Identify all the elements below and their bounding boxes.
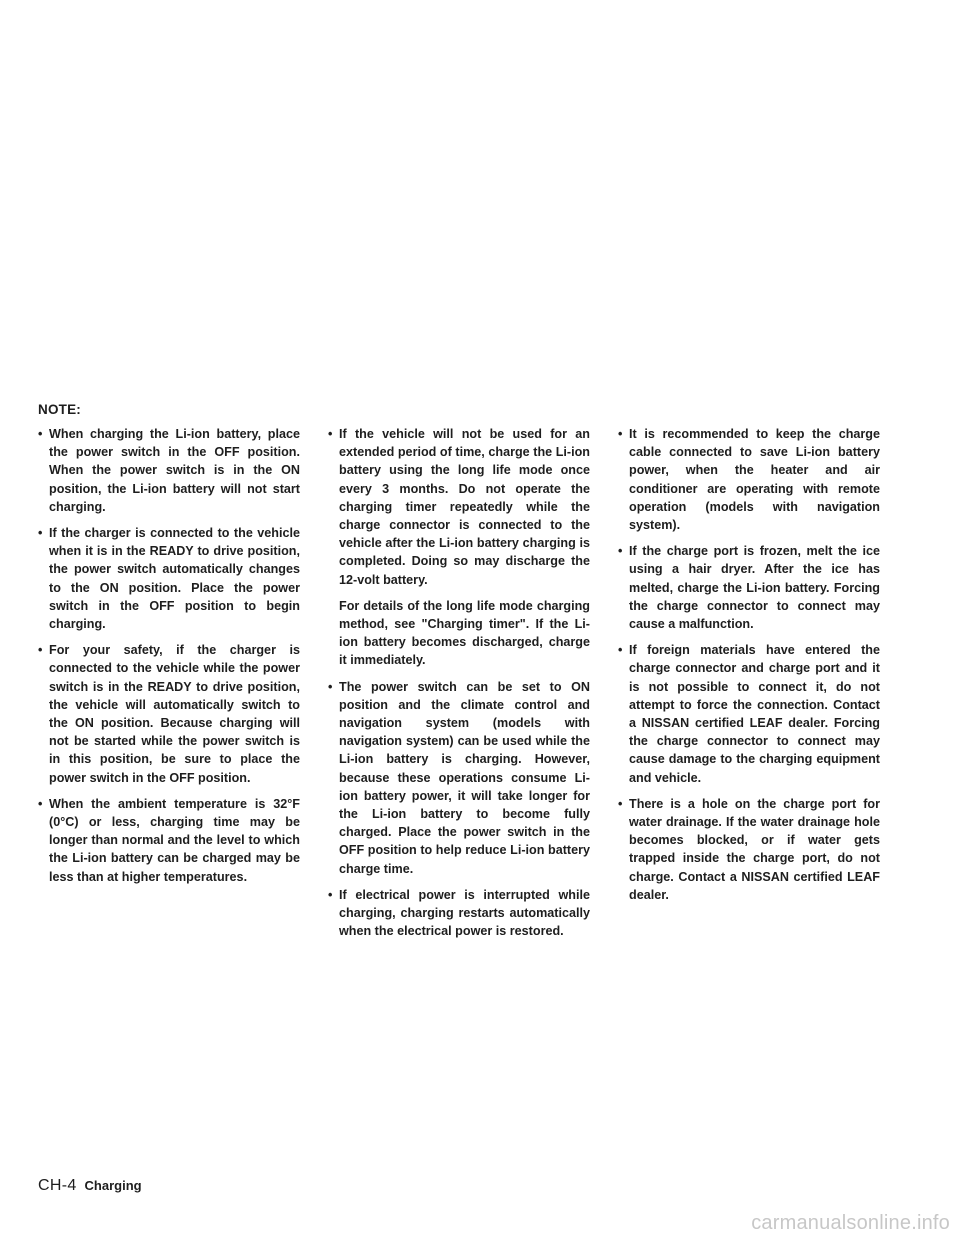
- list-item-text: If the vehicle will not be used for an extended period of time, charge the Li-ion battery using the long life mode once every 3 months. Do not operate the charging timer repeatedly while the charge connector is connected to the vehicle after the Li-ion battery charging is completed. Doing so may discharge the 12-volt battery.: [339, 427, 590, 587]
- list-item-subparagraph: For details of the long life mode charging method, see "Charging timer". If the Li-ion battery becomes discharged, charge it immediately.: [339, 598, 590, 668]
- bullet: •: [38, 643, 43, 658]
- bullet: •: [38, 796, 43, 811]
- page-number: CH-4: [38, 1177, 77, 1194]
- bullet: •: [618, 796, 623, 811]
- list-item-text: For your safety, if the charger is connected to the vehicle while the power switch is in the READY to drive position, the vehicle will automatically switch to the ON position. Because charging will not be started while the power switch is in this position, be sure to place the power switch in the OFF position.: [49, 643, 300, 785]
- list-item: [618, 641, 880, 787]
- list-item-text: There is a hole on the charge port for water drainage. If the water drainage hole becomes blocked, or if water gets trapped inside the charge port, do not charge. Contact a NISSAN certified LEAF dealer.: [629, 796, 880, 902]
- list-item-text: If electrical power is interrupted while charging, charging restarts automatically when the electrical power is restored.: [339, 887, 590, 939]
- list-item: [618, 542, 880, 633]
- bullet: •: [328, 427, 333, 441]
- list-item: [38, 425, 300, 516]
- list-item-text: If the charge port is frozen, melt the ice using a hair dryer. After the ice has melted, charge the Li-ion battery. Forcing the charge connector to connect may cause a malfunction.: [629, 544, 880, 632]
- list-item: [38, 524, 300, 633]
- note-heading: NOTE:: [38, 402, 81, 417]
- bullet: •: [38, 526, 43, 541]
- list-item-text: When charging the Li-ion battery, place the power switch in the OFF position. When the power switch is in the ON position, the Li-ion battery will not start charging.: [49, 427, 300, 514]
- column-3: [618, 425, 880, 912]
- list-item: [618, 795, 880, 904]
- list-item: [618, 425, 880, 534]
- page-footer: [38, 1177, 142, 1195]
- watermark: carmanualsonline.info: [751, 1212, 950, 1234]
- list-item: [38, 641, 300, 787]
- list-item: [328, 886, 590, 941]
- bullet: •: [618, 427, 623, 441]
- list-item-text: If foreign materials have entered the charge connector and charge port and it is not possible to connect it, do not attempt to force the connection. Contact a NISSAN certified LEAF dealer. Forcing the charge connector to connect may cause damage to the charging equipment and vehicle.: [629, 643, 880, 785]
- bullet: •: [328, 887, 333, 902]
- list-item-text: The power switch can be set to ON position and the climate control and navigation system (models with navigation system) can be used while the Li-ion battery is charging. However, because these operations consume Li-ion battery power, it will take longer for the Li-ion battery to become fully charged. Place the power switch in the OFF position to help reduce Li-ion battery charge time.: [339, 679, 590, 876]
- list-item-text: When the ambient temperature is 32°F (0°C) or less, charging time may be longer than normal and the level to which the Li-ion battery can be charged may be less than at higher temperatures.: [49, 796, 300, 884]
- bullet: •: [38, 427, 43, 441]
- section-name: Charging: [84, 1178, 142, 1193]
- list-item-text: It is recommended to keep the charge cable connected to save Li-ion battery power, when the heater and air conditioner are operating with remote operation (models with navigation system).: [629, 427, 880, 533]
- bullet: •: [328, 679, 333, 694]
- bullet: •: [618, 544, 623, 559]
- list-item: [38, 795, 300, 886]
- list-item-text: If the charger is connected to the vehicle when it is in the READY to drive position, the power switch automatically changes to the ON position. Place the power switch in the OFF position to begin charging.: [49, 526, 300, 632]
- list-item: [328, 425, 590, 589]
- column-1: [38, 425, 300, 894]
- list-item: [328, 678, 590, 878]
- bullet: •: [618, 643, 623, 658]
- column-2: [328, 425, 590, 948]
